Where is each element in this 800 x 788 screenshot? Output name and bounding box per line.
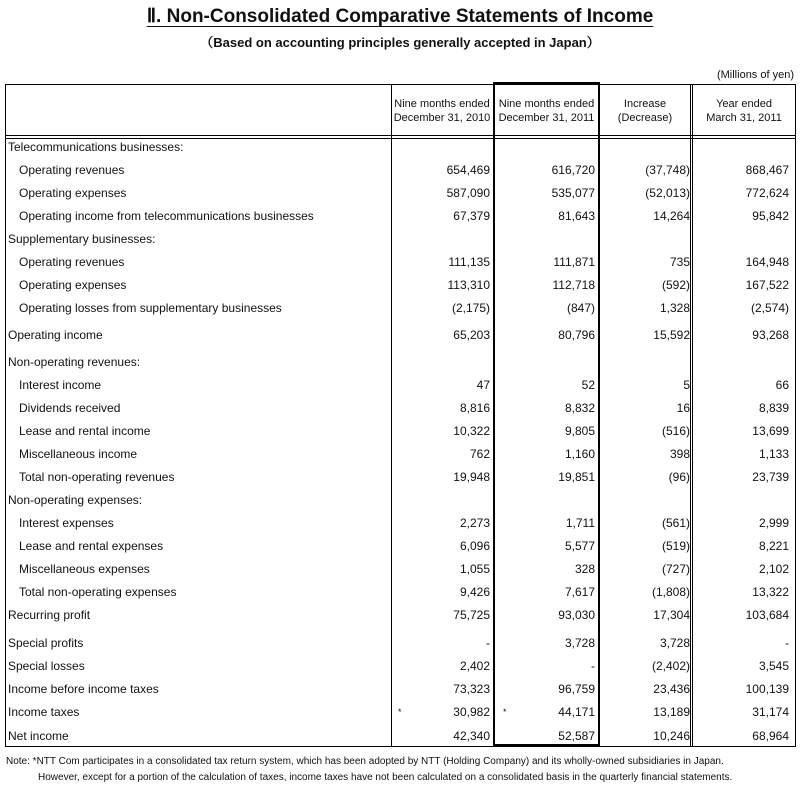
row-value: 10,322 [453, 424, 490, 438]
row-value: 1,328 [659, 301, 690, 315]
row-value: - [486, 636, 490, 650]
row-value: 80,796 [558, 328, 595, 342]
row-value: 103,684 [745, 608, 789, 622]
table-row [6, 466, 795, 488]
row-value: 100,139 [745, 682, 789, 696]
row-label: Dividends received [19, 401, 121, 415]
row-value: 868,467 [745, 163, 789, 177]
row-value: (2,574) [750, 301, 789, 315]
table-row [6, 228, 795, 250]
row-value: 73,323 [453, 682, 490, 696]
table-row [6, 397, 795, 419]
row-value: 8,839 [758, 401, 789, 415]
row-value: 654,469 [446, 163, 490, 177]
table-row [6, 655, 795, 677]
row-label: Total non-operating expenses [19, 585, 177, 599]
row-value: (96) [668, 470, 690, 484]
row-label: Operating revenues [19, 163, 125, 177]
footnote-marker: * [503, 707, 507, 717]
row-label: Recurring profit [8, 608, 91, 622]
row-value: 23,436 [653, 682, 690, 696]
row-label: Operating income [8, 328, 103, 342]
row-label: Total non-operating revenues [19, 470, 175, 484]
row-value: 44,171 [558, 705, 595, 719]
row-value: (1,808) [651, 585, 690, 599]
row-label: Income taxes [8, 705, 80, 719]
row-value: 164,948 [745, 255, 789, 269]
row-value: 67,379 [453, 209, 490, 223]
row-value: (516) [661, 424, 690, 438]
row-value: (847) [566, 301, 595, 315]
row-value: 113,310 [447, 278, 490, 292]
table-row [6, 678, 795, 700]
row-label: Special profits [8, 636, 84, 650]
row-value: 93,030 [558, 608, 595, 622]
row-label: Operating expenses [19, 186, 127, 200]
table-row [6, 374, 795, 396]
row-label: Special losses [8, 659, 85, 673]
row-value: 14,264 [653, 209, 690, 223]
row-value: 587,090 [446, 186, 490, 200]
row-value: 52,587 [558, 729, 595, 743]
table-row [6, 351, 795, 373]
row-label: Operating expenses [19, 278, 127, 292]
row-value: 112,718 [552, 278, 595, 292]
row-label: Operating income from telecommunications businesses [19, 209, 314, 223]
row-value: 81,643 [558, 209, 595, 223]
row-value: 17,304 [653, 608, 690, 622]
table-row [6, 558, 795, 580]
row-value: 47 [476, 378, 490, 392]
row-value: (2,402) [651, 659, 690, 673]
row-label: Lease and rental expenses [19, 539, 164, 553]
row-value: 16 [676, 401, 690, 415]
table-row [6, 443, 795, 465]
column-header-nine-months-2010: Nine months ended December 31, 2010 [393, 98, 491, 124]
row-value: 15,592 [653, 328, 690, 342]
row-value: 13,189 [653, 705, 690, 719]
row-value: 9,426 [459, 585, 490, 599]
row-value: 167,522 [745, 278, 789, 292]
row-value: 111,871 [553, 255, 595, 269]
row-value: 1,160 [564, 447, 595, 461]
row-value: 735 [669, 255, 690, 269]
footnote: Note: *NTT Com participates in a consolidated tax return system, which has been adopted by NTT (Holding Company) and its wholly-owned subsidiaries in Japan. [6, 756, 724, 767]
row-value: (561) [661, 516, 690, 530]
row-value: 95,842 [752, 209, 789, 223]
row-value: 2,273 [459, 516, 490, 530]
table-row [6, 182, 795, 204]
table-row [6, 251, 795, 273]
row-value: 52 [581, 378, 595, 392]
row-label: Operating revenues [19, 255, 125, 269]
row-label: Lease and rental income [19, 424, 151, 438]
table-row [6, 324, 795, 346]
row-value: (2,175) [451, 301, 490, 315]
row-value: 8,816 [459, 401, 490, 415]
row-value: 8,832 [564, 401, 595, 415]
row-value: 762 [469, 447, 490, 461]
row-value: 1,711 [565, 516, 595, 530]
row-label: Net income [8, 729, 69, 743]
table-row [6, 632, 795, 654]
row-value: (52,013) [645, 186, 690, 200]
column-header-nine-months-2011: Nine months ended December 31, 2011 [498, 98, 595, 124]
row-value: 65,203 [453, 328, 490, 342]
row-value: 3,545 [758, 659, 789, 673]
row-value: 616,720 [551, 163, 595, 177]
row-value: 66 [775, 378, 789, 392]
row-value: 772,624 [745, 186, 789, 200]
row-label: Non-operating expenses: [8, 493, 143, 507]
row-value: 13,322 [752, 585, 789, 599]
footnote-marker: * [398, 707, 402, 717]
row-value: 96,759 [558, 682, 595, 696]
table-row [6, 136, 795, 158]
column-header-year-ended-2011: Year ended March 31, 2011 [706, 98, 782, 124]
row-value: 5 [683, 378, 690, 392]
row-label: Telecommunications businesses: [8, 140, 184, 154]
row-value: 42,340 [453, 729, 490, 743]
row-value: (592) [661, 278, 690, 292]
row-value: - [591, 659, 595, 673]
row-label: Miscellaneous income [19, 447, 138, 461]
income-statement-table [5, 84, 796, 747]
row-label: Income before income taxes [8, 682, 159, 696]
table-row [6, 274, 795, 296]
table-row [6, 489, 795, 511]
row-label: Interest income [19, 378, 102, 392]
row-value: 535,077 [551, 186, 595, 200]
row-value: 31,174 [752, 705, 789, 719]
row-value: 1,055 [459, 562, 490, 576]
row-value: 13,699 [752, 424, 789, 438]
row-value: (37,748) [645, 163, 690, 177]
row-value: 3,728 [564, 636, 595, 650]
row-value: 5,577 [564, 539, 595, 553]
row-value: 9,805 [564, 424, 595, 438]
row-value: 6,096 [459, 539, 490, 553]
table-row [6, 297, 795, 319]
row-value: 3,728 [659, 636, 690, 650]
row-label: Miscellaneous expenses [19, 562, 150, 576]
table-row [6, 159, 795, 181]
row-value: 398 [669, 447, 690, 461]
row-value: - [785, 636, 789, 650]
table-row [6, 420, 795, 442]
table-row [6, 535, 795, 557]
table-row [6, 205, 795, 227]
row-value: 19,948 [453, 470, 490, 484]
row-value: 2,102 [758, 562, 789, 576]
document-title: Ⅱ. Non-Consolidated Comparative Statements of Income [146, 6, 654, 27]
row-label: Non-operating revenues: [8, 355, 141, 369]
row-value: 23,739 [752, 470, 789, 484]
row-value: 93,268 [752, 328, 789, 342]
table-row [6, 512, 795, 534]
footnote-continuation: However, except for a portion of the calculation of taxes, income taxes have not been calculated on a consolidated basis in the quarterly financial statements. [38, 772, 733, 783]
row-value: 8,221 [758, 539, 789, 553]
document-subtitle: （Based on accounting principles generally accepted in Japan） [200, 35, 600, 50]
row-value: 30,982 [453, 705, 490, 719]
table-row [6, 604, 795, 626]
column-header-increase-decrease: Increase (Decrease) [617, 98, 673, 124]
table-row [6, 725, 795, 747]
row-value: 19,851 [558, 470, 595, 484]
row-label: Operating losses from supplementary businesses [19, 301, 282, 315]
row-value: 68,964 [752, 729, 789, 743]
row-value: 10,246 [653, 729, 690, 743]
row-label: Supplementary businesses: [8, 232, 156, 246]
units-label: (Millions of yen) [716, 69, 794, 81]
row-value: (727) [661, 562, 690, 576]
row-value: 2,999 [758, 516, 789, 530]
row-value: 7,617 [564, 585, 595, 599]
row-label: Interest expenses [19, 516, 114, 530]
row-value: 75,725 [453, 608, 490, 622]
row-value: 328 [574, 562, 595, 576]
row-value: 111,135 [448, 255, 490, 269]
table-row [6, 701, 795, 723]
table-row [6, 581, 795, 603]
row-value: (519) [661, 539, 690, 553]
row-value: 1,133 [758, 447, 789, 461]
row-value: 2,402 [459, 659, 490, 673]
